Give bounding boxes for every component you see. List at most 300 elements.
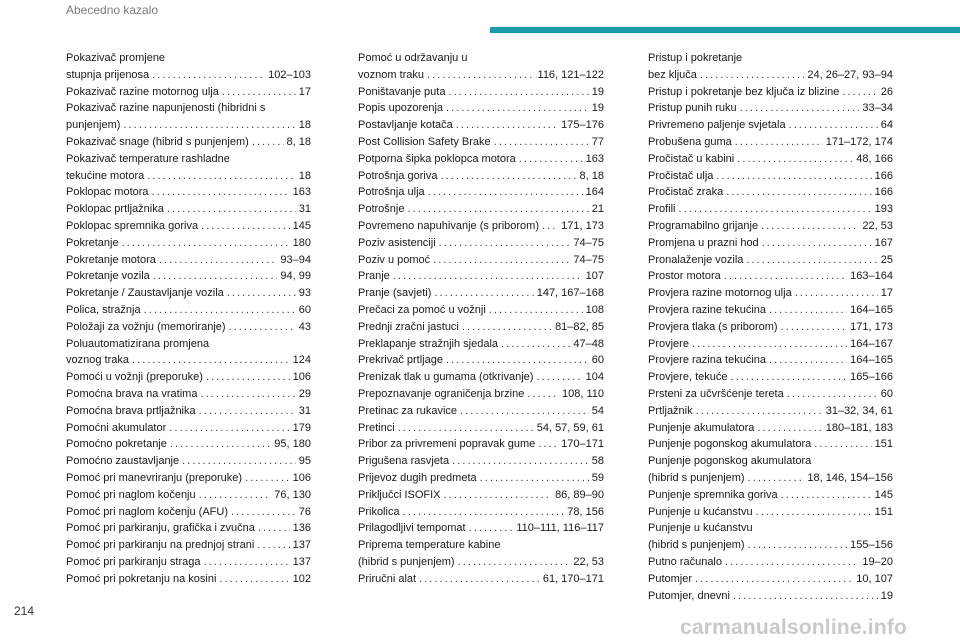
index-entry-pages: 8, 18 [286,135,311,148]
index-entry [66,319,311,336]
index-entry [648,168,893,185]
dot-leader [762,235,872,252]
index-entry-heading: Poluautomatizirana promjena [66,337,210,350]
index-entry-label: Položaji za vožnju (memoriranje) [66,320,226,333]
index-entry-label: Provjere, tekuće [648,371,728,384]
index-entry [648,319,893,336]
index-entry [66,201,311,218]
index-entry [648,151,893,168]
index-entry-row [66,252,311,269]
index-entry [66,50,311,84]
index-entry-heading: Pomoć u održavanju u [358,52,468,64]
index-entry [358,168,604,185]
index-entry-row [648,403,893,420]
index-entry-row [358,134,604,151]
index-entry-pages: 164 [585,186,604,199]
index-entry-row [648,588,893,605]
dot-leader [200,386,295,403]
index-entry-label: Potporna šipka poklopca motora [358,152,516,165]
dot-leader [724,268,847,285]
index-entry-label: (hibrid s punjenjem) [648,471,745,484]
index-entry-label: Provjera razine tekućina [648,303,767,316]
index-entry [648,100,893,117]
index-entry-row [66,520,311,537]
index-entry-row [648,504,893,521]
index-column-3 [648,50,893,604]
index-entry-row [648,218,893,235]
dot-leader [538,436,558,453]
index-entry [358,470,604,487]
index-entry [358,436,604,453]
dot-leader [746,252,877,269]
index-entry [648,117,893,134]
dot-leader [444,487,553,504]
index-entry-row [358,420,604,437]
index-entry-pages: 47–48 [573,337,604,350]
index-entry-label: Pomoćna brava prtljažnika [66,404,196,417]
dot-leader [527,386,559,403]
index-entry-pages: 165–166 [850,371,893,384]
dot-leader [842,84,877,101]
index-entry [66,436,311,453]
index-entry-label: Pokazivač razine motornog ulja [66,85,219,98]
index-entry [648,302,893,319]
index-entry-pages: 163 [585,152,604,165]
index-entry-pages: 164–167 [850,337,893,350]
dot-leader [441,168,577,185]
index-entry-label: Poklopac spremnika goriva [66,219,199,232]
index-entry-pages: 86, 89–90 [555,488,604,501]
index-entry-pages: 151 [874,505,893,518]
dot-leader [398,420,534,437]
index-entry [358,151,604,168]
index-entry [648,336,893,353]
index-entry-label: Punjenje akumulatora [648,421,755,434]
dot-leader [201,218,290,235]
index-entry [66,302,311,319]
index-entry [358,537,604,571]
index-entry [648,352,893,369]
index-entry [66,386,311,403]
dot-leader [222,84,296,101]
index-entry-pages: 22, 53 [862,219,893,232]
index-entry-pages: 95, 180 [274,438,311,451]
index-entry-pages: 22, 53 [573,555,604,568]
index-entry [648,571,893,588]
dot-leader [795,285,878,302]
index-entry-pages: 110–111, 116–117 [516,522,604,535]
dot-leader [199,487,272,504]
index-entry-heading: Pokazivač promjene [66,52,166,64]
index-entry-pages: 175–176 [561,119,604,132]
index-entry [648,588,893,605]
index-entry-label: Pokretanje motora [66,253,156,266]
index-entry-row [648,84,893,101]
index-entry-label: Prekrivač prtljage [358,354,443,367]
index-entry [66,470,311,487]
dot-leader [448,84,588,101]
index-entry-label: (hibrid s punjenjem) [648,539,745,552]
index-entry-label: Poništavanje puta [358,85,446,98]
index-entry-pages: 25 [880,253,893,266]
dot-leader [489,302,583,319]
index-entry-label: Prenizak tlak u gumama (otkrivanje) [358,371,534,384]
dot-leader [219,571,289,588]
dot-leader [700,67,804,84]
index-entry-label: Prepoznavanje ograničenja brzine [358,387,525,400]
index-entry [648,453,893,487]
index-entry-pages: 171–172, 174 [825,135,893,148]
index-entry-row [648,369,893,386]
index-entry-label: Pronalaženje vozila [648,253,744,266]
dot-leader [446,352,589,369]
index-entry-pages: 60 [880,387,893,400]
index-entry-pages: 18, 146, 154–156 [807,471,893,484]
index-entry-pages: 54 [591,404,604,417]
index-entry-pages: 171, 173 [561,219,604,232]
index-entry [66,184,311,201]
index-entry [648,420,893,437]
index-entry-label: Pomoćna brava na vratima [66,387,198,400]
dot-leader [740,100,860,117]
dot-leader [245,470,290,487]
index-entry-pages: 167 [874,236,893,249]
index-entry-row [648,487,893,504]
index-entry [66,134,311,151]
index-entry-label: tekućine motora [66,169,145,182]
index-entry [66,487,311,504]
index-entry [358,50,604,84]
index-entry-row [648,235,893,252]
index-entry-row [648,571,893,588]
index-entry-row [648,302,893,319]
index-entry-label: Putomjer [648,572,693,585]
index-entry-heading: Pristup i pokretanje [648,52,743,64]
index-entry-label: Prostor motora [648,270,721,283]
index-entry-pages: 33–34 [862,102,893,115]
index-entry-row [66,67,311,84]
index-entry-pages: 166 [874,186,893,199]
index-entry-row [648,117,893,134]
index-entry-label: Pomoć pri parkiranju straga [66,555,201,568]
index-entry [66,218,311,235]
index-entry-label: Pranje (savjeti) [358,287,432,300]
index-entry-label: Pretinac za rukavice [358,404,458,417]
index-entry-label: Potrošnje [358,203,405,216]
index-entry [648,487,893,504]
index-entry [66,268,311,285]
index-entry-label: Programabilno grijanje [648,219,759,232]
dot-leader [757,420,822,437]
dot-leader [462,319,552,336]
index-entry [66,151,311,185]
watermark: carmanualsonline.info [680,616,908,639]
dot-leader [769,352,847,369]
chapter-title: Abecedno kazalo [66,3,159,17]
index-entry-label: Potrošnja ulja [358,186,425,199]
index-entry-row [648,420,893,437]
index-entry-pages: 166 [874,169,893,182]
index-entry-row [358,319,604,336]
index-entry-pages: 164–165 [850,303,893,316]
index-entry-pages: 179 [292,421,311,434]
index-entry-pages: 94, 99 [280,270,311,283]
index-entry-row [358,235,604,252]
index-entry-pages: 170–171 [561,438,604,451]
index-entry-label: Pročistač ulja [648,169,714,182]
dot-leader [737,151,853,168]
index-entry-label: Punjenje spremnika goriva [648,488,778,501]
index-entry-label: Prtljažnik [648,404,693,417]
index-column-1 [66,50,311,588]
dot-leader [501,336,570,353]
index-entry-heading: Pokazivač razine napunjenosti (hibridni s [66,102,266,115]
index-entry [648,134,893,151]
dot-leader [407,201,588,218]
index-entry-pages: 19 [591,85,604,98]
dot-leader [748,470,805,487]
index-entry-pages: 31 [298,203,311,216]
index-entry-label: Pomoć pri parkiranju na prednjoj strani [66,539,255,552]
index-entry-heading: Punjenje pogonskog akumulatora [648,455,812,468]
index-entry [66,252,311,269]
index-entry [66,403,311,420]
dot-leader [787,386,878,403]
index-entry-pages: 107 [585,270,604,283]
dot-leader [494,134,589,151]
index-entry [358,487,604,504]
index-entry-row [66,168,311,185]
index-entry-row [66,302,311,319]
dot-leader [153,268,278,285]
index-entry [358,403,604,420]
index-entry [358,352,604,369]
dot-leader [452,453,589,470]
index-entry-label: stupnja prijenosa [66,68,150,81]
dot-leader [206,369,290,386]
index-entry-row [648,151,893,168]
index-entry [648,184,893,201]
index-entry [66,537,311,554]
index-entry [66,235,311,252]
dot-leader [519,151,583,168]
index-entry-row [358,520,604,537]
index-entry-row [358,336,604,353]
index-entry-row [358,403,604,420]
index-entry [648,554,893,571]
index-entry-pages: 48, 166 [856,152,893,165]
index-entry-pages: 163 [292,186,311,199]
index-entry-label: Profili [648,203,676,216]
index-entry-heading: Priprema temperature kabine [358,539,501,552]
index-entry-label: Poziv u pomoć [358,253,431,266]
dot-leader [692,336,847,353]
index-entry-row [648,252,893,269]
index-entry-row [66,134,311,151]
index-entry-row [358,100,604,117]
index-entry-heading: Punjenje u kućanstvu [648,522,753,535]
index-entry-pages: 78, 156 [567,505,604,518]
index-entry-pages: 10, 107 [856,572,893,585]
index-entry-pages: 77 [591,135,604,148]
index-entry [648,218,893,235]
index-entry-row [66,571,311,588]
index-entry-pages: 81–82, 85 [555,320,604,333]
dot-leader [123,117,295,134]
dot-leader [480,470,589,487]
dot-leader [756,504,872,521]
index-entry-row [358,302,604,319]
index-entry-label: Prečaci za pomoć u vožnji [358,303,486,316]
index-entry-pages: 106 [292,371,311,384]
index-entry [648,84,893,101]
dot-leader [152,184,290,201]
index-entry-label: punjenjem) [66,119,121,132]
index-entry-pages: 60 [298,303,311,316]
index-entry [66,84,311,101]
dot-leader [696,403,823,420]
index-entry [358,218,604,235]
dot-leader [748,537,848,554]
index-entry-label: Promjena u prazni hod [648,236,759,249]
index-entry-row [648,168,893,185]
index-entry-label: Provjere razina tekućina [648,354,767,367]
index-entry-row [358,67,604,84]
dot-leader [536,369,582,386]
index-entry-row [66,117,311,134]
dot-leader [439,235,571,252]
index-entry [648,520,893,554]
index-entry-row [66,184,311,201]
index-entry [66,554,311,571]
index-entry-pages: 180–181, 183 [825,421,893,434]
dot-leader [726,184,871,201]
dot-leader [229,319,296,336]
index-entry-row [358,117,604,134]
index-entry [358,420,604,437]
index-entry-pages: 76, 130 [274,488,311,501]
index-entry-pages: 95 [298,455,311,468]
index-entry [648,235,893,252]
dot-leader [542,218,558,235]
dot-leader [199,403,296,420]
index-entry-label: Postavljanje kotača [358,119,453,132]
dot-leader [725,554,859,571]
index-entry [358,100,604,117]
index-entry-row [66,470,311,487]
index-entry-pages: 102 [292,572,311,585]
page-number: 214 [14,604,35,618]
index-entry-row [358,84,604,101]
index-entry-row [66,386,311,403]
dot-leader [419,571,540,588]
index-entry-label: Post Collision Safety Brake [358,135,491,148]
dot-leader [446,100,589,117]
dot-leader [258,520,290,537]
dot-leader [252,134,284,151]
index-entry-pages: 19–20 [862,555,893,568]
index-entry-label: (hibrid s punjenjem) [358,555,455,568]
dot-leader [428,184,583,201]
index-entry-row [648,100,893,117]
index-entry-pages: 93 [298,287,311,300]
index-entry [358,235,604,252]
index-entry-row [66,487,311,504]
index-entry-label: Pomoći u vožnji (preporuke) [66,371,203,384]
index-entry-label: Punjenje u kućanstvu [648,505,753,518]
dot-leader [733,588,878,605]
index-entry-row [358,470,604,487]
dot-leader [679,201,872,218]
index-entry-label: Pročistač u kabini [648,152,735,165]
index-entry-pages: 64 [880,119,893,132]
index-entry-label: Pročistač zraka [648,186,724,199]
index-entry [648,285,893,302]
dot-leader [695,571,853,588]
index-entry-label: Prigušena rasvjeta [358,455,450,468]
index-entry-pages: 108, 110 [561,387,604,400]
index-entry-label: Povremeno napuhivanje (s priborom) [358,219,539,232]
dot-leader [144,302,296,319]
index-entry [648,268,893,285]
index-entry-label: Privremeno paljenje svjetala [648,119,786,132]
index-entry [648,252,893,269]
index-entry-label: Probušena guma [648,135,732,148]
index-entry-pages: 31 [298,404,311,417]
index-entry-row [648,336,893,353]
index-entry-label: Pristup i pokretanje bez ključa iz blizine [648,85,840,98]
index-entry [648,369,893,386]
index-entry-row [358,554,604,571]
index-entry-label: Popis upozorenja [358,102,444,115]
dot-leader [735,134,823,151]
index-entry-label: Pomoć pri pokretanju na kosini [66,572,217,585]
index-entry-pages: 74–75 [573,236,604,249]
index-entry-label: Pomoć pri manevriranju (preporuke) [66,471,243,484]
index-entry-label: Priključci ISOFIX [358,488,441,501]
index-entry-row [66,218,311,235]
index-entry-label: Prijevoz dugih predmeta [358,471,477,484]
index-entry-row [66,201,311,218]
index-entry-pages: 104 [585,371,604,384]
index-entry-pages: 29 [298,387,311,400]
index-entry-pages: 58 [591,455,604,468]
index-entry [358,319,604,336]
dot-leader [159,252,278,269]
dot-leader [147,168,295,185]
index-entry-row [66,84,311,101]
index-entry [648,50,893,84]
index-entry-pages: 163–164 [850,270,893,283]
dot-leader [393,268,583,285]
dot-leader [231,504,296,521]
index-entry-pages: 18 [298,169,311,182]
index-entry-pages: 31–32, 34, 61 [825,404,893,417]
index-entry-label: Pomoć pri parkiranju, grafička i zvučna [66,522,255,535]
index-entry [358,268,604,285]
index-entry-row [66,554,311,571]
dot-leader [789,117,878,134]
index-entry-row [358,352,604,369]
index-entry-pages: 137 [292,539,311,552]
index-entry-pages: 147, 167–168 [536,287,604,300]
dot-leader [170,436,271,453]
index-column-2 [358,50,604,588]
index-entry [648,403,893,420]
index-entry-label: Pomoć pri naglom kočenju (AFU) [66,505,229,518]
index-entry-label: Prsteni za učvršćenje tereta [648,387,784,400]
index-entry-label: Putomjer, dnevni [648,589,730,602]
